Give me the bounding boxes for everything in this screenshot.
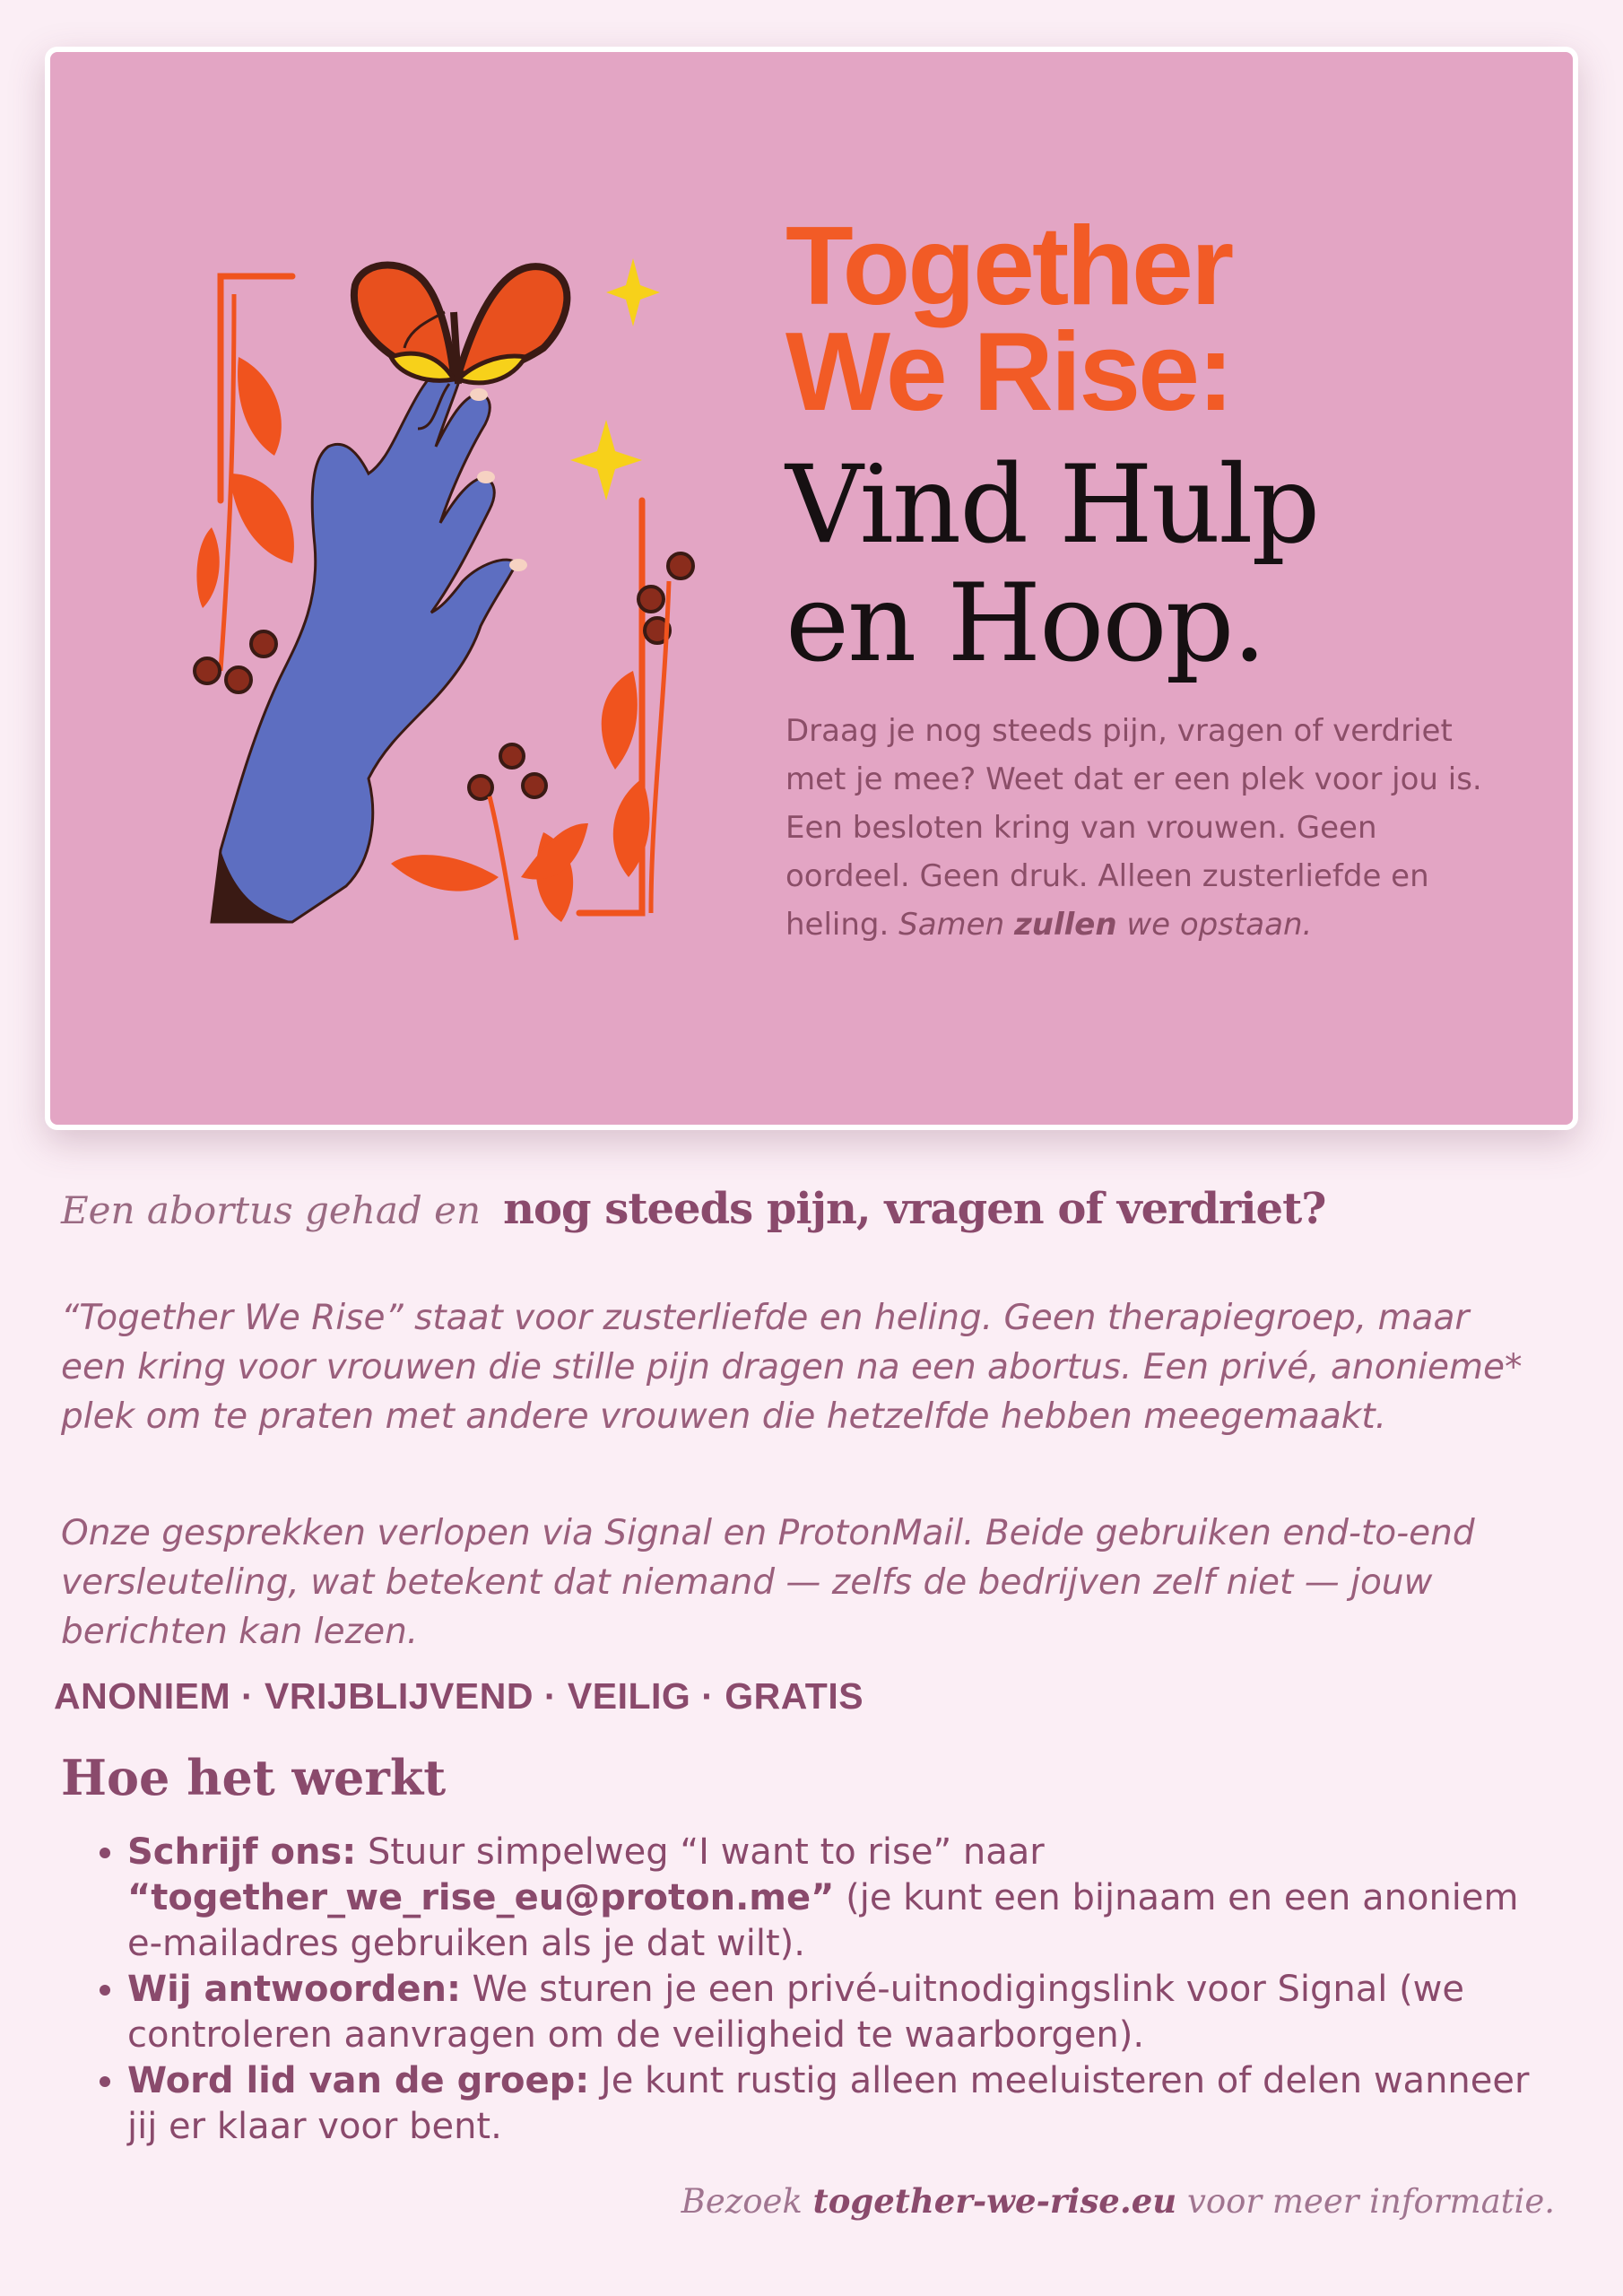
hero-body-text bbox=[785, 707, 1494, 949]
leaf-branch-icon bbox=[196, 294, 293, 671]
step-label: Schrijf ons: bbox=[127, 1831, 357, 1873]
step-label: Wij antwoorden: bbox=[127, 1969, 461, 2010]
question-main: nog steeds pijn, vragen of verdriet? bbox=[503, 1184, 1326, 1234]
question-lead: Een abortus gehad en bbox=[61, 1188, 482, 1232]
list-item bbox=[127, 1967, 1562, 2058]
step-text: (je kunt een bijnaam en een anoniem e-mailadres gebruiken als je dat wilt). bbox=[127, 1877, 1519, 1964]
hero-body-emphasis-1: Samen bbox=[898, 907, 1005, 943]
encryption-paragraph: Onze gesprekken verlopen via Signal en ProtonMail. Beide gebruiken end-to-end versleuteling, wat betekent dat niemand — zelfs de bedrijven zelf niet — jouw berichten kan lezen. bbox=[61, 1513, 1475, 1652]
step-label: Word lid van de groep: bbox=[127, 2060, 590, 2101]
website-link[interactable]: together-we-rise.eu bbox=[812, 2181, 1177, 2221]
step-text: We sturen je een privé-uitnodigingslink voor Signal (we controleren aanvragen om de veiligheid te waarborgen). bbox=[127, 1969, 1465, 2056]
hero-subtitle-line1: Vind Hulp bbox=[785, 443, 1319, 568]
sparkle-icon bbox=[606, 258, 660, 326]
hero-title-line1: Together bbox=[785, 204, 1232, 328]
footer-suffix: voor meer informatie. bbox=[1186, 2182, 1555, 2221]
step-text: Stuur simpelweg “I want to rise” naar bbox=[367, 1831, 1045, 1873]
footer-prefix: Bezoek bbox=[681, 2182, 803, 2221]
how-it-works-title: Hoe het werkt bbox=[61, 1749, 447, 1806]
list-item bbox=[127, 2058, 1562, 2150]
sparkle-icon bbox=[570, 420, 642, 500]
step-text: Je kunt rustig alleen meeluisteren of delen wanneer jij er klaar voor bent. bbox=[127, 2060, 1530, 2147]
how-it-works-list bbox=[82, 1830, 1562, 2150]
hero-title bbox=[785, 204, 1503, 434]
hero-body-emphasis-3: we opstaan. bbox=[1126, 907, 1313, 943]
list-item bbox=[127, 1830, 1562, 1967]
tagline: ANONIEM · VRIJBLIJVEND · VEILIG · GRATIS bbox=[54, 1675, 864, 1717]
hero-card bbox=[45, 47, 1578, 1130]
intro-paragraph: “Together We Rise” staat voor zusterliefde en heling. Geen therapiegroep, maar een kring voor vrouwen die stille pijn dragen na een abortus. Een privé, anonieme* plek om te praten met andere vrouwen die hetzelfde hebben meegemaakt. bbox=[61, 1298, 1523, 1437]
hero-body-emphasis-2: zullen bbox=[1013, 907, 1117, 943]
hero-body: Draag je nog steeds pijn, vragen of verdriet met je mee? Weet dat er een plek voor jou is. Een besloten kring van vrouwen. Geen oordeel. Geen druk. Alleen zusterliefde en heling. bbox=[785, 713, 1482, 943]
contact-email[interactable]: “together_we_rise_eu@proton.me” bbox=[127, 1877, 835, 1918]
hero-subtitle bbox=[785, 443, 1503, 686]
hero-title-line2: We Rise: bbox=[785, 310, 1232, 434]
hero-subtitle-line2: en Hoop. bbox=[785, 561, 1265, 686]
hand-butterfly-illustration bbox=[185, 204, 794, 1012]
question-heading bbox=[61, 1184, 1585, 1234]
footer-note bbox=[681, 2181, 1555, 2221]
